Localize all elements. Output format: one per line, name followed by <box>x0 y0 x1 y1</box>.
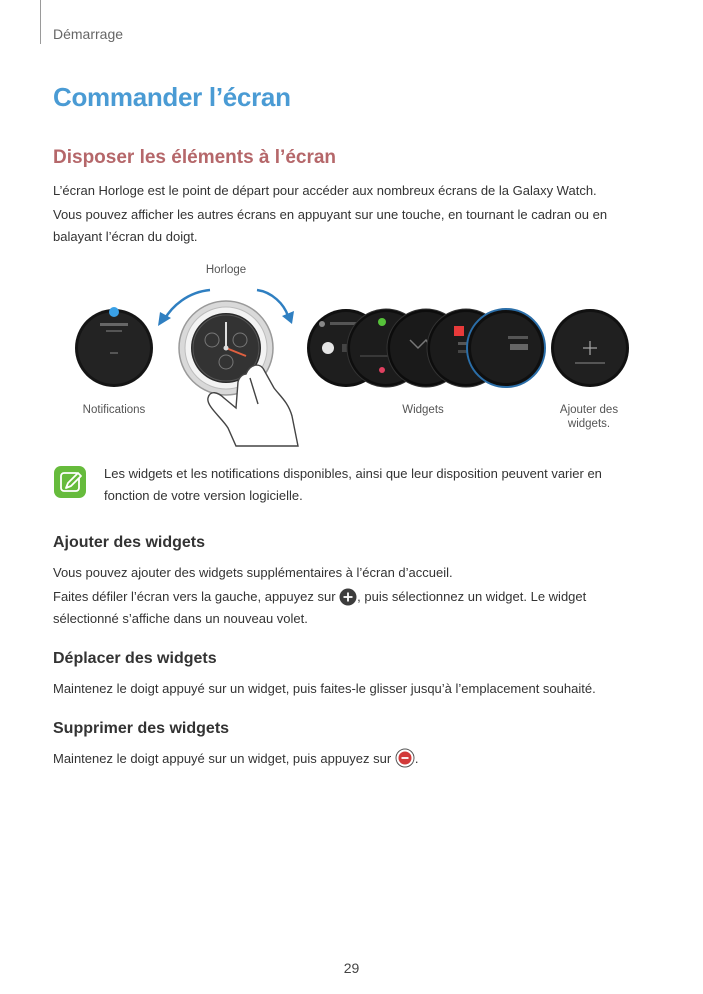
pencil-icon <box>54 466 86 498</box>
remove-widgets-heading: Supprimer des widgets <box>53 720 230 737</box>
swipe-right-arrow-icon <box>257 290 288 316</box>
move-widgets-paragraph: Maintenez le doigt appuyé sur un widget, puis faites-le glisser jusqu’à l’emplacement souhaité. <box>53 681 596 696</box>
notifications-screen <box>75 307 153 387</box>
move-widgets-heading: Déplacer des widgets <box>53 650 217 667</box>
add-widget-screen <box>551 309 629 387</box>
page-title: Commander l’écran <box>53 82 291 112</box>
remove-widgets-paragraph <box>53 748 653 770</box>
add-widgets-text-after: , puis sélectionnez un widget. Le widget sélectionné s’affiche dans un nouveau volet. <box>53 589 587 626</box>
arrange-paragraph-2: Vous pouvez afficher les autres écrans en appuyant sur une touche, en tournant le cadran ou en balayant l’écran du doigt. <box>53 207 608 244</box>
add-widgets-paragraph-2 <box>53 586 613 630</box>
add-widgets-text-before: Faites défiler l’écran vers la gauche, appuyez sur <box>53 589 340 604</box>
arrange-heading: Disposer les éléments à l’écran <box>53 147 337 168</box>
section-label: Démarrage <box>53 26 124 42</box>
remove-widgets-text-before: Maintenez le doigt appuyé sur un widget, puis appuyez sur <box>53 751 395 766</box>
label-add-widgets: Ajouter des widgets. <box>559 404 619 430</box>
note-icon <box>54 466 86 498</box>
label-horloge: Horloge <box>205 264 247 276</box>
arrange-paragraph-1: L’écran Horloge est le point de départ pour accéder aux nombreux écrans de la Galaxy Watch. <box>53 183 597 198</box>
widget-screen-5 <box>467 309 545 387</box>
header-rule <box>40 0 41 44</box>
label-widgets: Widgets <box>402 404 444 416</box>
remove-circle-icon <box>395 748 415 768</box>
remove-widgets-text-after: . <box>414 751 419 766</box>
label-notifications: Notifications <box>82 404 146 416</box>
add-widgets-paragraph-1: Vous pouvez ajouter des widgets supplémentaires à l’écran d’accueil. <box>53 565 453 580</box>
page-number: 29 <box>343 960 360 976</box>
note-text: Les widgets et les notifications disponibles, ainsi que leur disposition peuvent varier en fonction de votre version logicielle. <box>104 466 602 503</box>
add-widgets-heading: Ajouter des widgets <box>53 534 206 551</box>
add-circle-icon <box>339 588 357 606</box>
